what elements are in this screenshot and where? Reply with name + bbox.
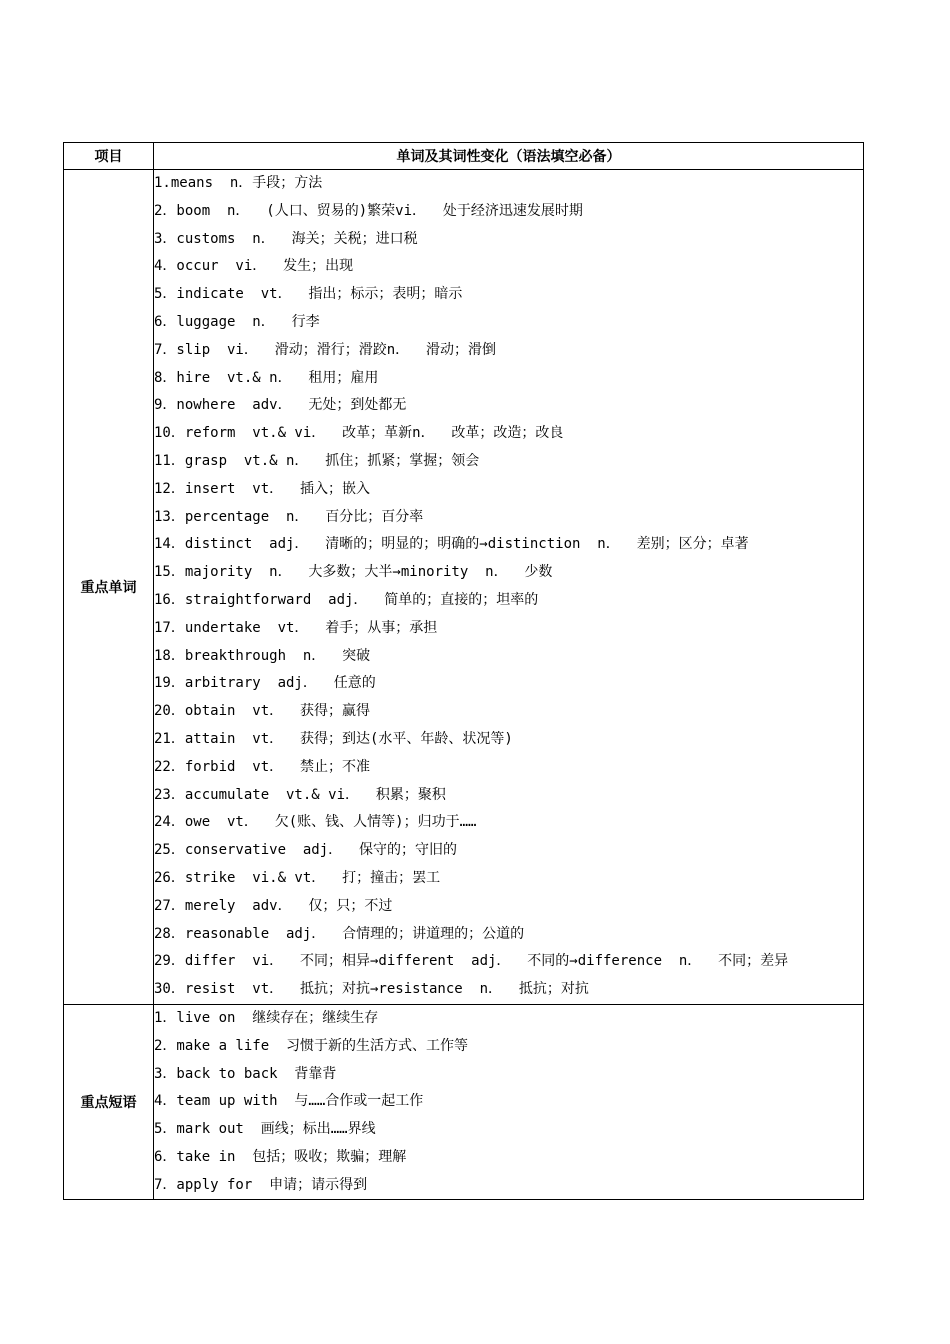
phrase-list [154,1005,863,1200]
section-content-phrases [154,1004,864,1200]
word-entry: 15．majority n． 大多数；大半→minority n． 少数 [154,564,553,581]
section-row-phrases [64,1004,864,1200]
word-entry: 24．owe vt． 欠(账、钱、人情等)；归功于…… [154,814,477,831]
word-entry: 12．insert vt． 插入；嵌入 [154,480,371,497]
word-entry: 28．reasonable adj． 合情理的；讲道理的；公道的 [154,925,525,942]
phrase-entry: 1．live on 继续存在；继续生存 [154,1009,379,1026]
word-entry: 9．nowhere adv． 无处；到处都无 [154,397,407,414]
word-list [154,170,863,1004]
section-category-phrases: 重点短语 [64,1004,154,1200]
phrase-entry: 3．back to back 背靠背 [154,1065,337,1082]
word-entry: 6．luggage n． 行李 [154,313,320,330]
section-row-words [64,170,864,1005]
word-entry: 18．breakthrough n． 突破 [154,647,371,664]
section-content-words [154,170,864,1005]
word-entry: 19．arbitrary adj． 任意的 [154,675,376,692]
word-entry: 11．grasp vt.& n． 抓住；抓紧；掌握；领会 [154,452,480,469]
word-entry: 23．accumulate vt.& vi． 积累；聚积 [154,786,446,803]
header-content: 单词及其词性变化（语法填空必备） [154,143,864,170]
word-entry: 25．conservative adj． 保守的；守旧的 [154,842,458,859]
word-entry: 8．hire vt.& n． 租用；雇用 [154,369,379,386]
vocabulary-table [63,142,864,1200]
word-entry: 27．merely adv． 仅；只；不过 [154,897,393,914]
phrase-entry: 2．make a life 习惯于新的生活方式、工作等 [154,1037,469,1054]
word-entry: 10．reform vt.& vi． 改革；革新n． 改革；改造；改良 [154,425,564,442]
header-category: 项目 [64,143,154,170]
word-entry: 7．slip vi． 滑动；滑行；滑跤n． 滑动；滑倒 [154,341,497,358]
word-entry: 14．distinct adj． 清晰的；明显的；明确的→distinction n． 差别；区分；卓著 [154,536,749,553]
word-entry: 26．strike vi.& vt． 打；撞击；罢工 [154,869,441,886]
word-entry: 22．forbid vt． 禁止；不准 [154,758,371,775]
word-entry: 13．percentage n． 百分比；百分率 [154,508,424,525]
word-entry: 29．differ vi． 不同；相异→different adj． 不同的→difference n． 不同；差异 [154,953,789,970]
word-entry: 5．indicate vt． 指出；标示；表明；暗示 [154,286,463,303]
phrase-entry: 7．apply for 申请；请示得到 [154,1176,368,1193]
phrase-entry: 4．team up with 与……合作或一起工作 [154,1093,424,1110]
phrase-entry: 6．take in 包括；吸收；欺骗；理解 [154,1148,407,1165]
table-header-row [64,143,864,170]
word-entry: 1.means n．手段；方法 [154,175,323,191]
word-entry: 20．obtain vt． 获得；赢得 [154,703,371,720]
word-entry: 16．straightforward adj． 简单的；直接的；坦率的 [154,591,539,608]
section-category-words: 重点单词 [64,170,154,1005]
word-entry: 30．resist vt． 抵抗；对抗→resistance n． 抵抗；对抗 [154,981,589,998]
word-entry: 17．undertake vt． 着手；从事；承担 [154,619,438,636]
word-entry: 21．attain vt． 获得；到达(水平、年龄、状况等) [154,730,513,747]
phrase-entry: 5．mark out 画线；标出……界线 [154,1121,376,1138]
word-entry: 4．occur vi． 发生；出现 [154,258,354,275]
word-entry: 2．boom n． (人口、贸易的)繁荣vi． 处于经济迅速发展时期 [154,202,583,219]
word-entry: 3．customs n． 海关；关税；进口税 [154,230,418,247]
